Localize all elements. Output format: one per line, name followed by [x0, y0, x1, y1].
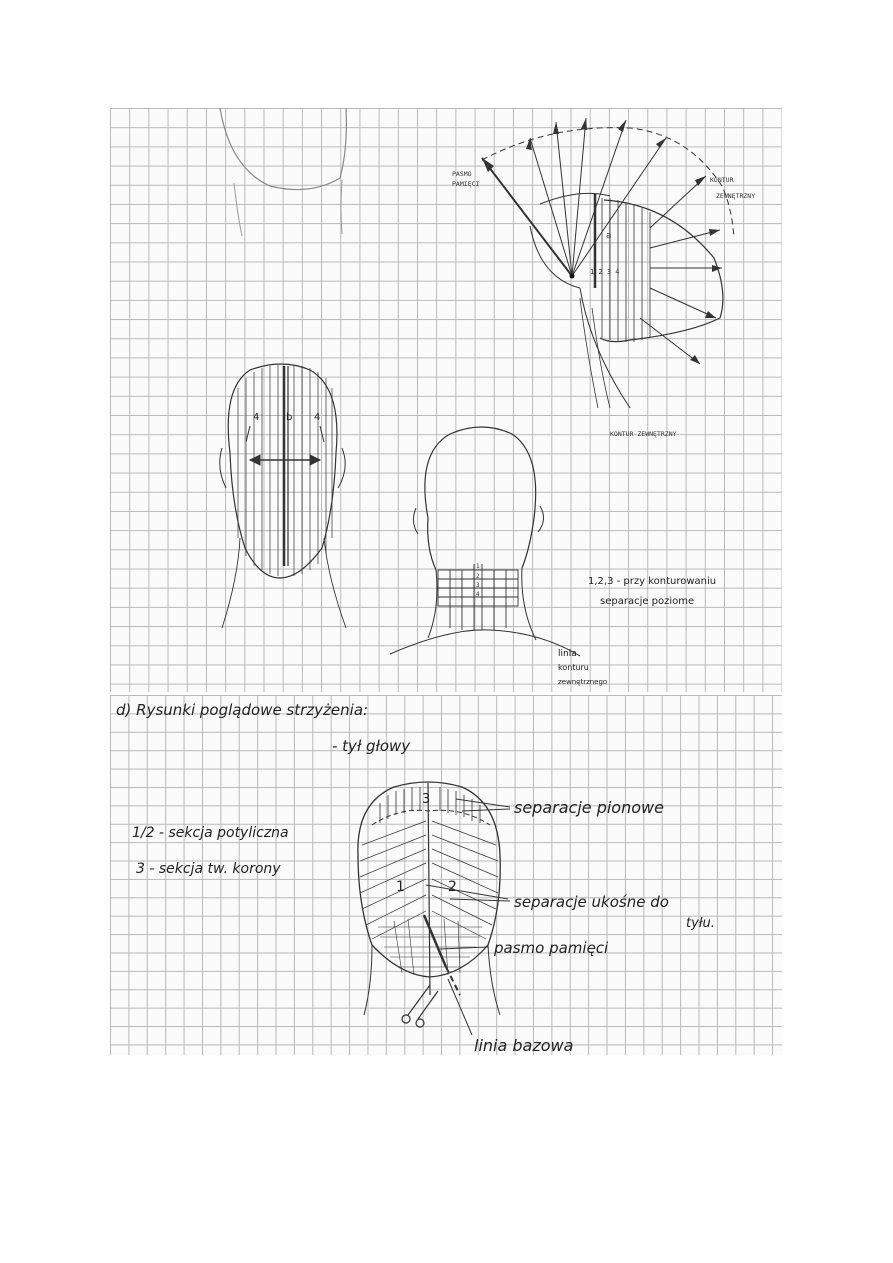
section-subheading: - tył głowy	[332, 737, 411, 755]
back-label-center: b	[286, 412, 293, 423]
back-head-outline	[228, 364, 337, 578]
nape-number-2: 2	[476, 573, 480, 580]
legend-line-1: 1/2 - sekcja potyliczna	[132, 825, 289, 841]
back-label-left: 4	[253, 412, 260, 423]
memory-strand-label-1: PASMO	[452, 170, 472, 178]
callout-diagonal-line-2: tyłu.	[686, 916, 715, 931]
nape-view-diagram	[390, 427, 580, 656]
section-heading: d) Rysunki poglądowe strzyżenia:	[116, 701, 369, 719]
pivot-dot	[570, 274, 575, 279]
arc-dashed	[482, 128, 734, 238]
back-view-diagram	[220, 364, 346, 628]
top-sketches	[110, 108, 782, 692]
nape-head-outline	[425, 427, 536, 568]
head-number-1: 1	[396, 879, 405, 895]
faint-head-outline	[220, 108, 346, 190]
nape-shoulders	[390, 630, 580, 656]
faint-neck-outline	[234, 180, 342, 236]
angle-letter: a	[606, 231, 612, 241]
bottom-neck	[364, 945, 500, 1015]
back-head-sections	[358, 782, 510, 1035]
right-diagonal-lines	[432, 821, 498, 939]
legend-line-2: 3 - sekcja tw. korony	[136, 861, 281, 877]
side-neck-line	[580, 288, 630, 408]
nape-number-3: 3	[476, 582, 480, 589]
outer-contour-label-2: ZEWNĘTRZNY	[716, 192, 756, 200]
nape-note-line-1: 1,2,3 - przy konturowaniu	[588, 576, 717, 587]
callout-vertical-separations: separacje pionowe	[514, 798, 664, 817]
outer-contour-bottom-label: KONTUR ZEWNĘTRZNY	[610, 430, 677, 438]
contour-line-label-1: linia	[558, 649, 577, 659]
nape-number-1: 1	[476, 563, 480, 570]
contour-line-label-3: zewnętrznego	[558, 678, 608, 686]
outer-contour-label-1: KONTUR	[710, 176, 734, 184]
grid-sheet-bottom	[110, 695, 782, 1055]
bottom-sketches	[110, 695, 782, 1055]
callout-base-line: linia bazowa	[474, 1036, 574, 1055]
callout-diagonal-line-1: separacje ukośne do	[514, 893, 669, 911]
back-ears	[220, 448, 345, 488]
scissors-icon	[402, 985, 438, 1027]
memory-strand-label-2: PAMIĘCI	[452, 180, 480, 188]
back-label-right: 4	[314, 412, 321, 423]
nape-note-line-2: separacje poziome	[600, 596, 695, 607]
section-numbers: 1 2 3 4	[590, 268, 620, 276]
left-diagonal-lines	[360, 821, 426, 939]
head-number-3: 3	[422, 792, 431, 807]
memory-strand-line	[424, 915, 446, 967]
callout-memory-strand: pasmo pamięci	[494, 939, 609, 957]
bottom-center-parting	[428, 783, 430, 995]
head-number-2: 2	[448, 879, 457, 895]
contour-line-label-2: konturu	[558, 663, 589, 672]
side-view-diagram	[482, 118, 734, 408]
grid-sheet-top	[110, 108, 782, 692]
nape-number-4: 4	[476, 591, 480, 598]
